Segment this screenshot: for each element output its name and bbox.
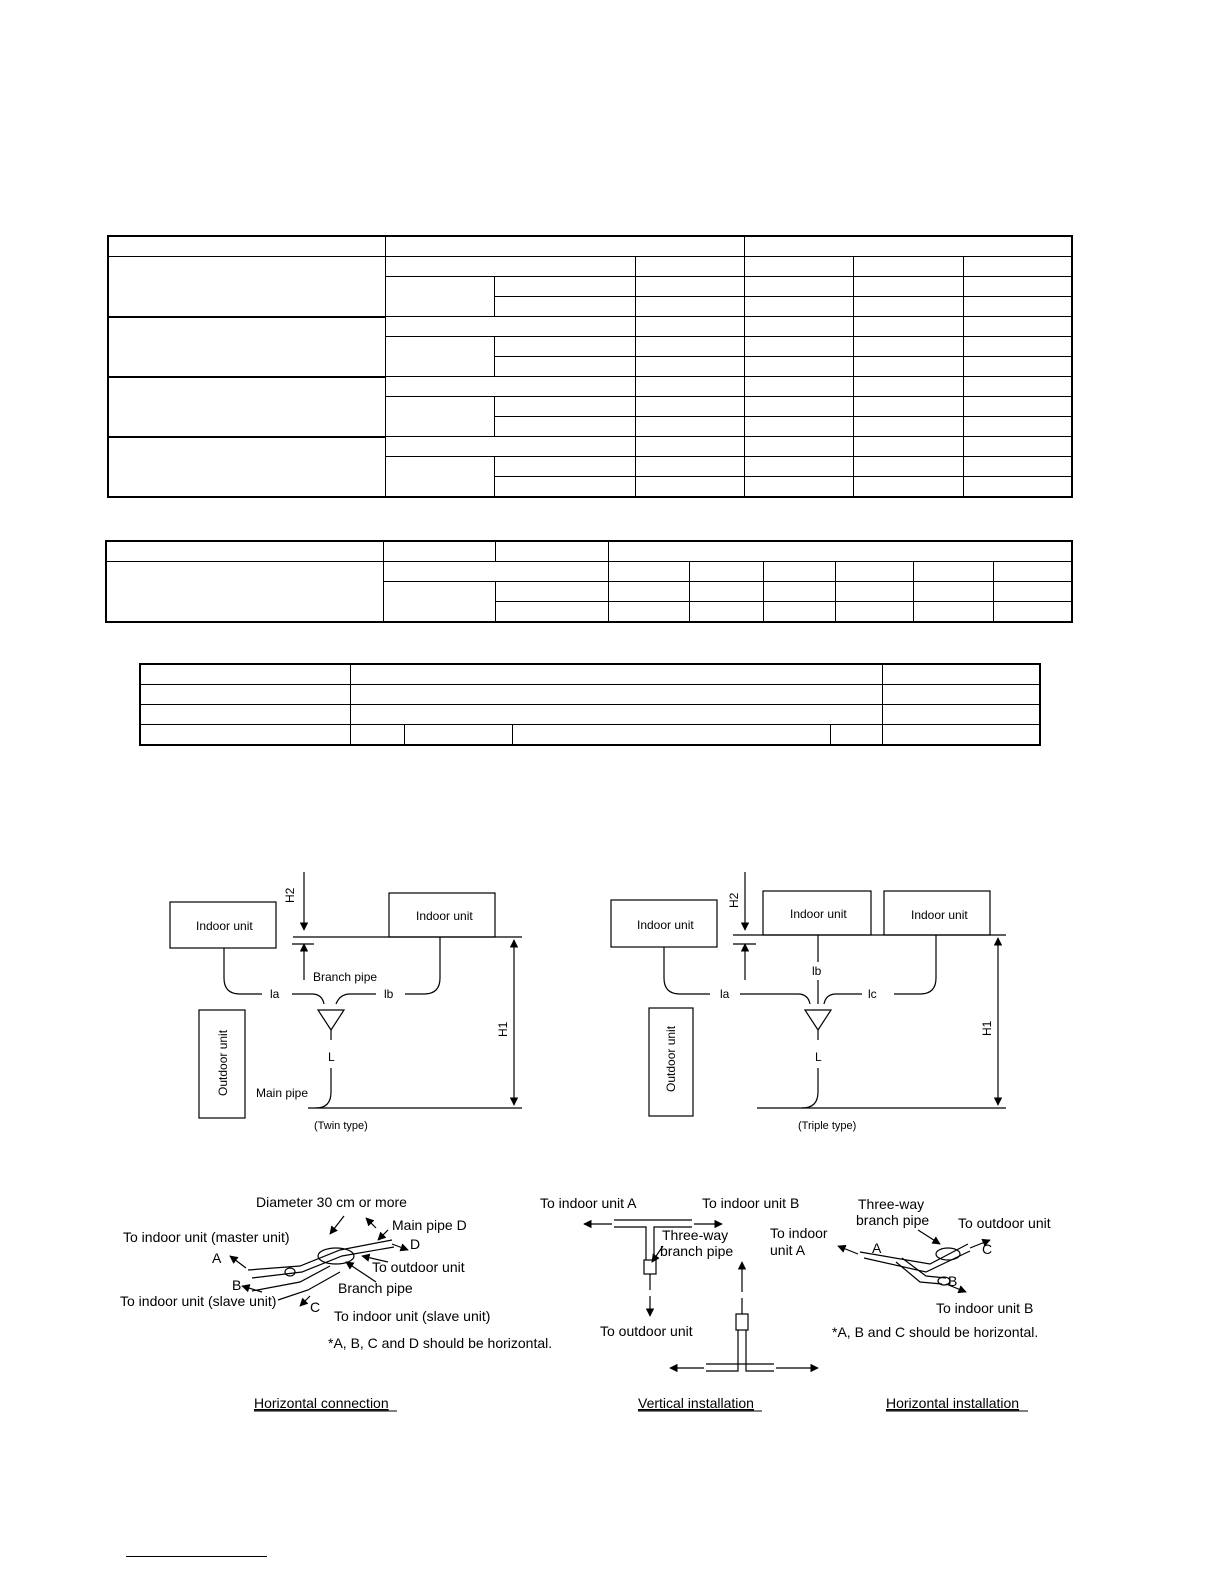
three-way-label-1: Three-way — [662, 1227, 729, 1243]
note-label: *A, B and C should be horizontal. — [832, 1324, 1039, 1340]
three-way-label-2: branch pipe — [856, 1212, 930, 1228]
indoor-unit-left-label: Indoor unit — [196, 919, 253, 933]
indoor-unit-mid-label: Indoor unit — [790, 907, 847, 921]
to-outdoor-label: To outdoor unit — [372, 1259, 465, 1275]
lb-label: lb — [812, 964, 822, 978]
diameter-label: Diameter 30 cm or more — [256, 1194, 407, 1210]
outdoor-unit-label: Outdoor unit — [216, 1029, 230, 1096]
lc-label: lc — [868, 987, 877, 1001]
h2-label: H2 — [727, 892, 741, 908]
to-outdoor-label: To outdoor unit — [600, 1323, 693, 1339]
lb-label: lb — [384, 987, 394, 1001]
twin-type-caption: (Twin type) — [314, 1120, 368, 1132]
label-c: C — [310, 1299, 321, 1315]
vertical-installation-title: Vertical installation — [638, 1395, 754, 1411]
label-a: A — [212, 1250, 222, 1266]
branch-pipe-label: Branch pipe — [338, 1280, 413, 1296]
la-label: la — [270, 987, 280, 1001]
indoor-unit-left-label: Indoor unit — [637, 918, 694, 932]
note-label: *A, B, C and D should be horizontal. — [328, 1335, 553, 1351]
h1-label: H1 — [496, 1021, 510, 1037]
horizontal-connection-title: Horizontal connection — [254, 1395, 389, 1411]
branch-pipe-label: Branch pipe — [313, 970, 378, 984]
triple-type-caption: (Triple type) — [798, 1120, 857, 1132]
to-a-label: To indoor unit A — [540, 1195, 637, 1211]
to-master-label: To indoor unit (master unit) — [123, 1229, 290, 1245]
to-outdoor-label: To outdoor unit — [958, 1215, 1051, 1231]
horizontal-installation-drawing — [838, 1230, 993, 1292]
label-a: A — [872, 1240, 882, 1256]
to-slave-c-label: To indoor unit (slave unit) — [334, 1308, 491, 1324]
label-d: D — [410, 1236, 421, 1252]
main-pipe-label: Main pipe — [256, 1086, 309, 1100]
h2-label: H2 — [283, 887, 297, 903]
la-label: la — [720, 987, 730, 1001]
indoor-unit-right-label: Indoor unit — [416, 909, 473, 923]
outdoor-unit-label: Outdoor unit — [664, 1025, 678, 1092]
horizontal-installation-title: Horizontal installation — [886, 1395, 1020, 1411]
label-b: B — [232, 1277, 242, 1293]
label-b: B — [948, 1273, 958, 1289]
to-a-label-1: To indoor — [770, 1225, 828, 1241]
l-label: L — [328, 1050, 335, 1064]
to-slave-b-label: To indoor unit (slave unit) — [120, 1293, 277, 1309]
l-label: L — [815, 1050, 822, 1064]
footer-rule — [126, 1556, 267, 1557]
to-a-label-2: unit A — [770, 1242, 806, 1258]
h1-label: H1 — [980, 1020, 994, 1036]
label-c: C — [982, 1241, 993, 1257]
three-way-label-2: branch pipe — [660, 1243, 734, 1259]
to-b-label: To indoor unit B — [702, 1195, 800, 1211]
horizontal-installation-labels — [770, 1196, 1051, 1411]
three-way-label-1: Three-way — [858, 1196, 925, 1212]
vertical-installation-labels — [540, 1195, 799, 1411]
main-pipe-d-label: Main pipe D — [392, 1217, 467, 1233]
indoor-unit-right-label: Indoor unit — [911, 908, 968, 922]
to-b-label: To indoor unit B — [936, 1300, 1034, 1316]
